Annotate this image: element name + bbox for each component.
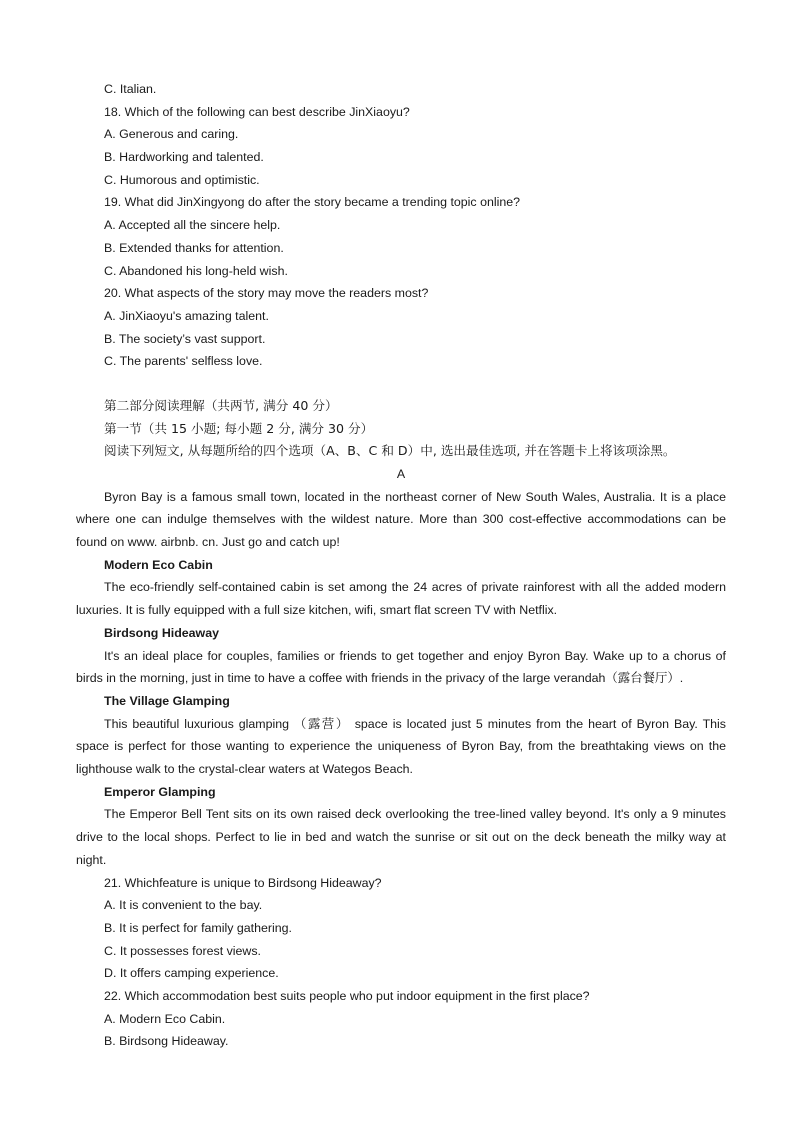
reading-instruction: 阅读下列短文, 从每题所给的四个选项（A、B、C 和 D）中, 选出最佳选项, 并在答题卡上将该项涂黑。 [104, 443, 676, 459]
heading-emperor-glamping: Emperor Glamping [104, 784, 216, 799]
part2-title: 第二部分阅读理解（共两节, 满分 40 分） [104, 397, 338, 413]
q20-option-b: B. The society’s vast support. [104, 331, 266, 346]
paragraph-village-glamping: This beautiful luxurious glamping （露营） space is located just 5 minutes from the heart of Byron Bay. This space is perfect for those wanting to experience the uniqueness of Byron Bay, from the breathtaking views on the lighthouse walk to the crystal-clear waters at Wategos Beach. [76, 716, 726, 777]
q21-option-c: C. It possesses forest views. [104, 943, 262, 958]
heading-village-glamping: The Village Glamping [104, 693, 230, 708]
q19-option-a: A. Accepted all the sincere help. [104, 218, 281, 233]
q19-question: 19. What did JinXingyong do after the story became a trending topic online? [104, 195, 521, 210]
section-gap [76, 373, 726, 395]
q19-option-b: B. Extended thanks for attention. [104, 240, 284, 255]
q22-option-b: B. Birdsong Hideaway. [104, 1034, 229, 1049]
q20-option-a: A. JinXiaoyu's amazing talent. [104, 308, 269, 323]
q18-option-a: A. Generous and caring. [104, 127, 239, 142]
q21-question: 21. Whichfeature is unique to Birdsong Hideaway? [104, 875, 382, 890]
q21-option-a: A. It is convenient to the bay. [104, 898, 263, 913]
heading-birdsong-hideaway: Birdsong Hideaway [104, 625, 219, 640]
q22-option-a: A. Modern Eco Cabin. [104, 1011, 226, 1026]
heading-modern-eco-cabin: Modern Eco Cabin [104, 557, 213, 572]
q20-option-c: C. The parents' selfless love. [104, 354, 263, 369]
q20-question: 20. What aspects of the story may move the readers most? [104, 286, 429, 301]
paragraph-emperor-glamping: The Emperor Bell Tent sits on its own raised deck overlooking the tree-lined valley beyond. It's only a 9 minutes drive to the local shops. Perfect to lie in bed and watch the sunrise or sit out on the deck beneath the milky way at night. [76, 807, 726, 867]
passage-label: A [396, 467, 406, 481]
q18-option-c: C. Humorous and optimistic. [104, 172, 260, 187]
q18-question: 18. Which of the following can best describe JinXiaoyu? [104, 104, 410, 119]
section1-title: 第一节（共 15 小题; 每小题 2 分, 满分 30 分） [104, 420, 374, 436]
paragraph-modern-eco-cabin: The eco-friendly self-contained cabin is set among the 24 acres of private rainforest with all the added modern luxuries. It is fully equipped with a full size kitchen, wifi, smart flat screen TV with Netflix. [76, 580, 726, 618]
paragraph-birdsong-hideaway: It's an ideal place for couples, families or friends to get together and enjoy Byron Bay. Wake up to a chorus of birds in the morning, just in time to have a coffee with friends in the privacy of the large verandah（露台餐厅）. [76, 648, 726, 686]
q18-option-b: B. Hardworking and talented. [104, 150, 264, 165]
page-content [76, 78, 726, 1053]
q22-question: 22. Which accommodation best suits people who put indoor equipment in the first place? [104, 989, 590, 1004]
q21-option-d: D. It offers camping experience. [104, 966, 279, 981]
q19-option-c: C. Abandoned his long-held wish. [104, 263, 288, 278]
q17-option-c: C. Italian. [104, 82, 157, 96]
q21-option-b: B. It is perfect for family gathering. [104, 920, 293, 935]
passage-intro: Byron Bay is a famous small town, located in the northeast corner of New South Wales, Australia. It is a place where one can indulge themselves with the wildest nature. More than 300 cost-effective accommodations can be found on www. airbnb. cn. Just go and catch up! [76, 489, 726, 550]
